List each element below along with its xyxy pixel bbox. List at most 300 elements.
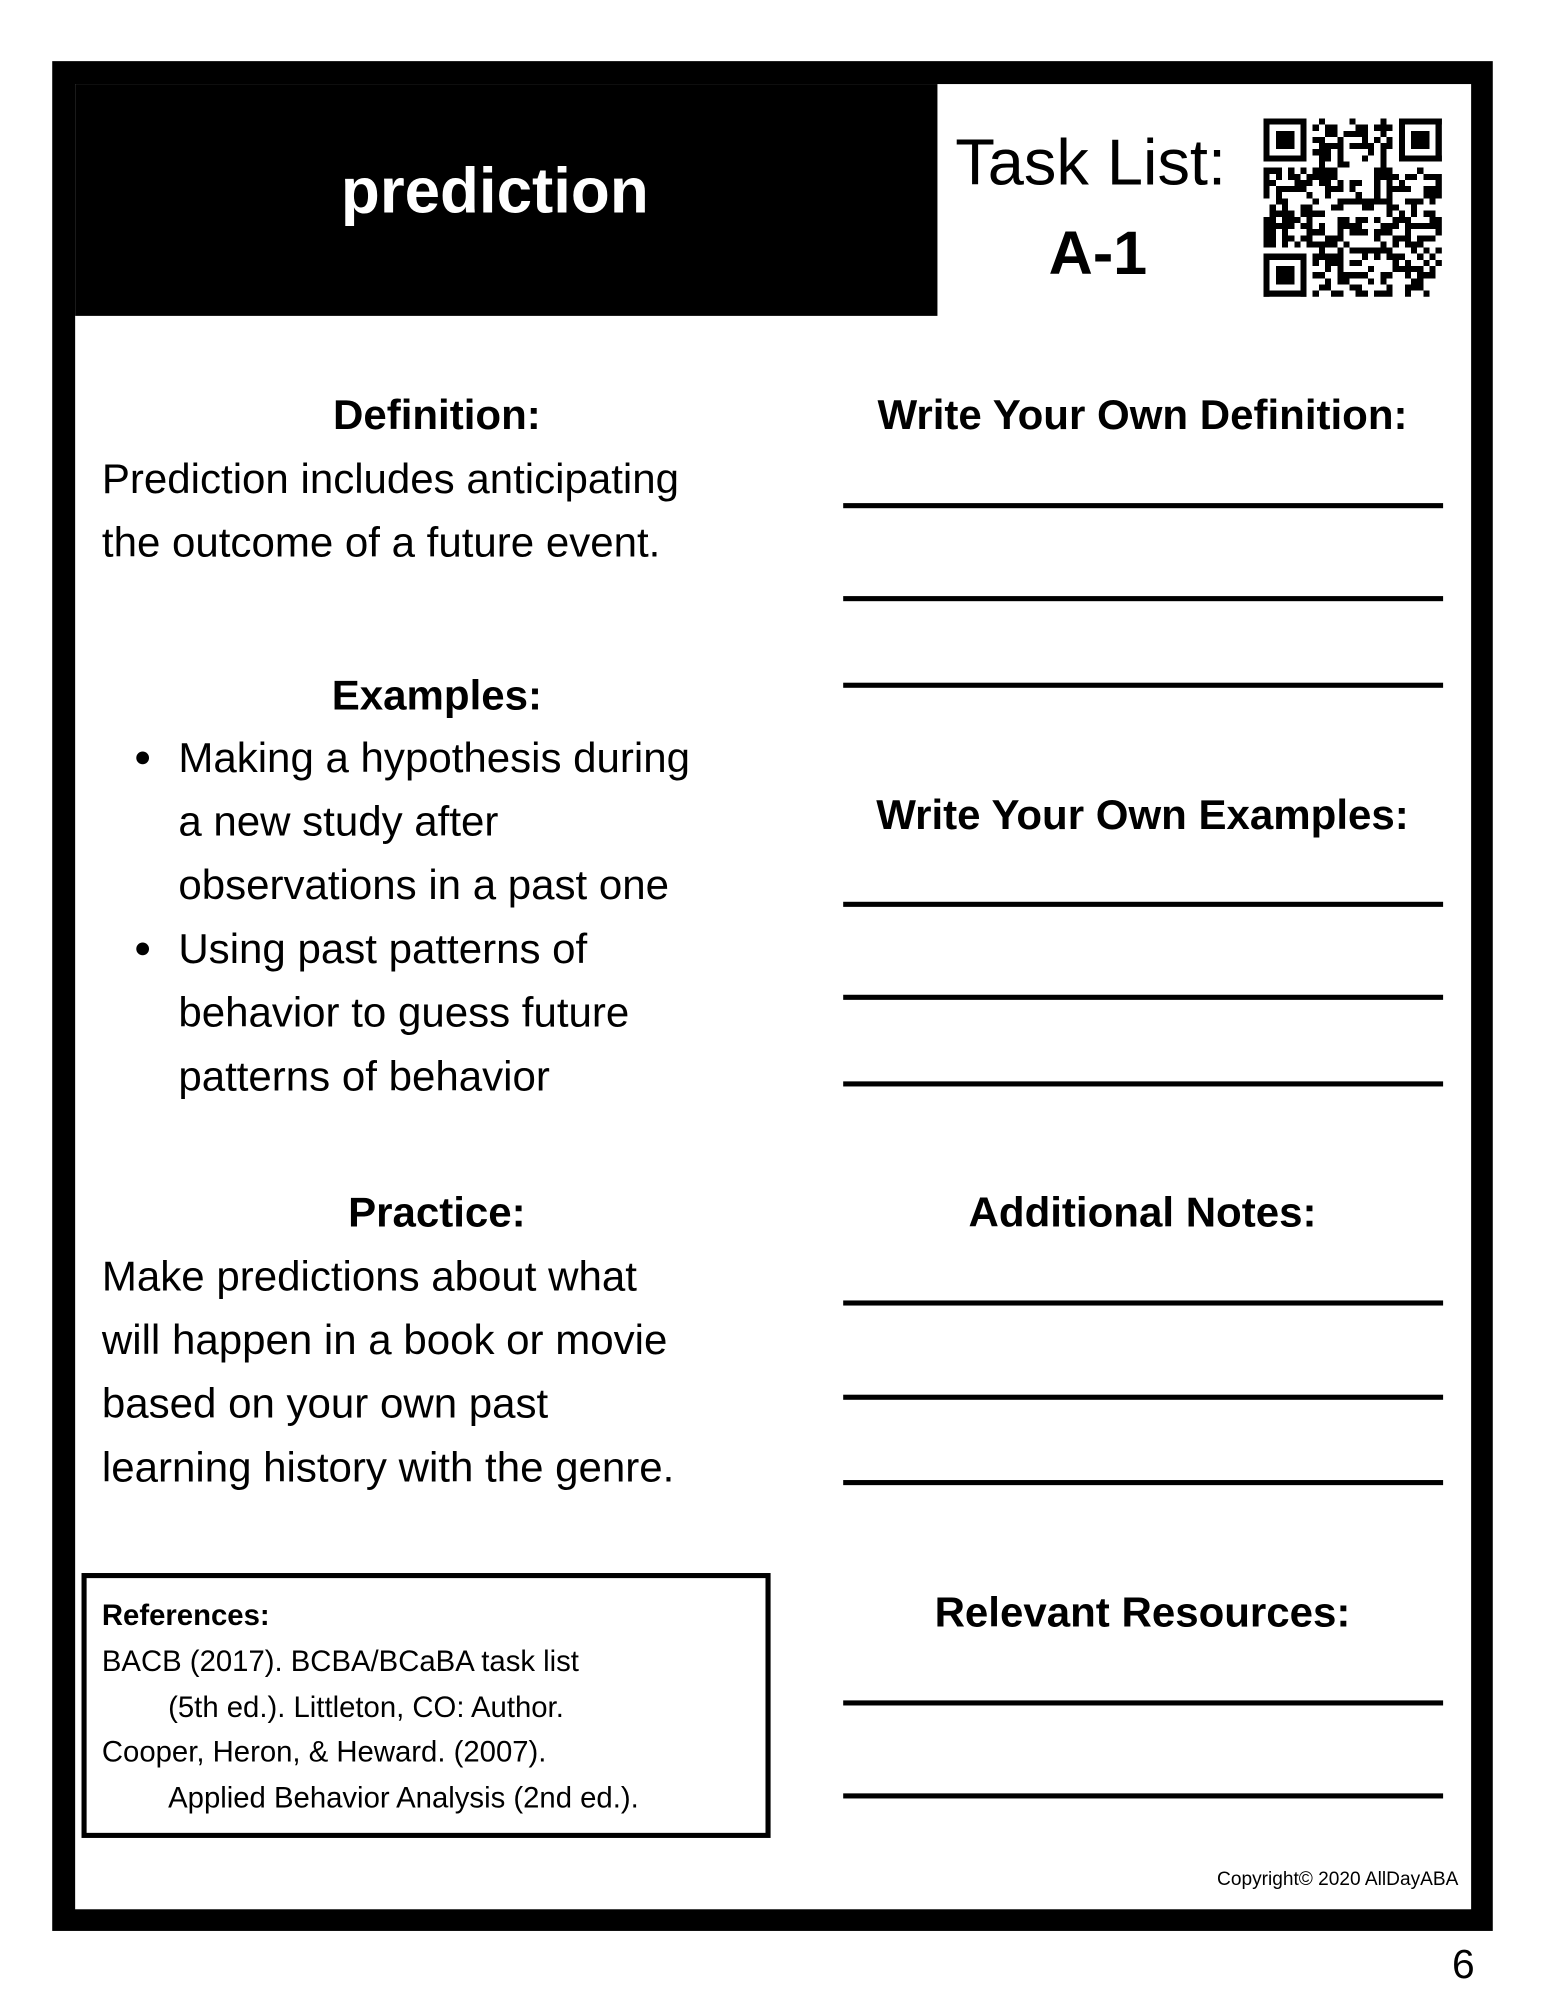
qr-module xyxy=(1288,186,1294,192)
qr-module xyxy=(1276,174,1282,180)
writing-line[interactable] xyxy=(843,503,1443,508)
qr-module xyxy=(1374,198,1380,204)
writing-line[interactable] xyxy=(843,902,1443,907)
qr-module xyxy=(1276,168,1282,174)
own-definition-heading: Write Your Own Definition: xyxy=(877,391,1408,439)
qr-module xyxy=(1399,118,1405,161)
qr-module xyxy=(1325,260,1331,266)
qr-module xyxy=(1423,235,1429,241)
definition-heading: Definition: xyxy=(332,391,541,439)
qr-module xyxy=(1411,266,1417,272)
qr-module xyxy=(1313,229,1319,235)
qr-module xyxy=(1337,180,1343,186)
qr-module xyxy=(1350,223,1356,229)
qr-module xyxy=(1405,260,1411,266)
qr-module xyxy=(1325,254,1331,260)
qr-module xyxy=(1288,223,1294,229)
qr-module xyxy=(1374,217,1380,223)
qr-module xyxy=(1276,211,1282,217)
qr-module xyxy=(1386,205,1392,211)
qr-module xyxy=(1356,223,1362,229)
qr-module xyxy=(1300,186,1306,192)
copyright: Copyright© 2020 AllDayABA xyxy=(1217,1868,1459,1891)
qr-module xyxy=(1374,254,1380,260)
qr-module xyxy=(1380,278,1386,284)
qr-module xyxy=(1319,168,1325,174)
qr-module xyxy=(1288,211,1294,217)
qr-module xyxy=(1276,192,1282,198)
qr-module xyxy=(1300,205,1306,211)
qr-module xyxy=(1417,284,1423,290)
qr-module xyxy=(1374,192,1380,198)
qr-module xyxy=(1325,284,1331,290)
qr-module xyxy=(1319,284,1325,290)
qr-module xyxy=(1430,217,1436,223)
qr-module xyxy=(1331,131,1337,137)
qr-module xyxy=(1362,198,1368,204)
qr-module xyxy=(1405,284,1411,290)
qr-module xyxy=(1343,223,1349,229)
qr-module xyxy=(1300,254,1306,297)
qr-module xyxy=(1380,168,1386,174)
qr-module xyxy=(1264,174,1270,180)
qr-module xyxy=(1331,174,1337,180)
writing-line[interactable] xyxy=(843,596,1443,601)
qr-module xyxy=(1405,291,1411,297)
qr-module xyxy=(1393,223,1399,229)
qr-module xyxy=(1300,180,1306,186)
qr-module xyxy=(1313,260,1319,266)
qr-module xyxy=(1374,137,1380,143)
qr-module xyxy=(1337,248,1343,254)
term-title: prediction xyxy=(340,155,649,227)
qr-module xyxy=(1307,235,1313,241)
qr-module xyxy=(1405,174,1411,180)
qr-module xyxy=(1307,241,1313,247)
qr-module xyxy=(1282,241,1288,247)
writing-line[interactable] xyxy=(843,1300,1443,1305)
qr-module xyxy=(1313,137,1319,143)
qr-module xyxy=(1374,168,1380,174)
qr-module xyxy=(1325,174,1331,180)
qr-module xyxy=(1380,248,1386,254)
qr-module xyxy=(1393,174,1399,180)
examples-heading: Examples: xyxy=(331,671,543,719)
qr-module xyxy=(1393,235,1399,241)
qr-module xyxy=(1337,223,1343,229)
example-item xyxy=(178,726,777,917)
qr-module xyxy=(1294,217,1300,223)
qr-module xyxy=(1362,143,1368,149)
qr-module xyxy=(1405,235,1411,241)
qr-module xyxy=(1356,217,1362,223)
qr-module xyxy=(1294,241,1300,247)
qr-module xyxy=(1319,254,1325,260)
qr-module xyxy=(1313,211,1319,217)
qr-module xyxy=(1380,229,1386,235)
qr-module xyxy=(1288,174,1294,180)
qr-module xyxy=(1399,186,1405,192)
qr-module xyxy=(1325,125,1331,131)
qr-module xyxy=(1264,223,1270,229)
qr-module xyxy=(1411,278,1417,284)
qr-module xyxy=(1399,180,1405,186)
qr-module xyxy=(1374,125,1380,131)
qr-module xyxy=(1325,149,1331,155)
qr-module xyxy=(1350,186,1356,192)
writing-line[interactable] xyxy=(843,1081,1443,1086)
qr-module xyxy=(1386,180,1392,186)
qr-module xyxy=(1350,180,1356,186)
qr-module xyxy=(1350,229,1356,235)
qr-module xyxy=(1374,180,1380,186)
qr-module xyxy=(1282,229,1288,235)
qr-module xyxy=(1300,118,1306,161)
qr-module xyxy=(1399,235,1405,241)
text-line: the outcome of a future event. xyxy=(101,518,661,566)
qr-module xyxy=(1362,205,1368,211)
qr-module xyxy=(1411,284,1417,290)
qr-module xyxy=(1319,155,1325,161)
qr-module xyxy=(1393,186,1399,192)
text-line: will happen in a book or movie xyxy=(101,1315,668,1363)
qr-module xyxy=(1380,118,1386,124)
qr-module xyxy=(1288,235,1294,241)
qr-module xyxy=(1331,291,1337,297)
qr-module xyxy=(1380,143,1386,149)
qr-module xyxy=(1282,186,1288,192)
qr-module xyxy=(1362,131,1368,137)
qr-module xyxy=(1264,168,1270,174)
qr-module xyxy=(1405,198,1411,204)
qr-module xyxy=(1325,180,1331,186)
qr-module xyxy=(1386,272,1392,278)
qr-module xyxy=(1430,211,1436,217)
qr-module xyxy=(1393,217,1399,223)
qr-module xyxy=(1362,254,1368,260)
qr-module xyxy=(1362,155,1368,161)
qr-module xyxy=(1380,131,1386,137)
qr-module xyxy=(1436,223,1442,229)
qr-module xyxy=(1294,180,1300,186)
task-list-label: Task List: xyxy=(955,126,1227,199)
qr-module xyxy=(1356,198,1362,204)
bullet-icon xyxy=(136,943,149,956)
qr-module xyxy=(1319,241,1325,247)
qr-module xyxy=(1436,186,1442,192)
qr-module xyxy=(1343,131,1349,137)
qr-module xyxy=(1313,174,1319,180)
qr-module xyxy=(1270,235,1276,241)
text-line: patterns of behavior xyxy=(178,1052,550,1100)
qr-module xyxy=(1399,211,1405,217)
qr-module xyxy=(1307,211,1313,217)
qr-module xyxy=(1350,272,1356,278)
qr-module xyxy=(1282,211,1288,217)
qr-module xyxy=(1264,155,1307,161)
text-line: a new study after xyxy=(178,797,499,845)
qr-module xyxy=(1362,125,1368,131)
reference-line: (5th ed.). Littleton, CO: Author. xyxy=(168,1690,564,1724)
qr-module xyxy=(1325,278,1331,284)
qr-module xyxy=(1386,174,1392,180)
qr-module xyxy=(1331,260,1337,266)
qr-module xyxy=(1307,192,1313,198)
qr-module xyxy=(1282,235,1288,241)
qr-module xyxy=(1331,168,1337,174)
qr-module xyxy=(1319,248,1325,254)
qr-module xyxy=(1319,118,1325,124)
bullet-icon xyxy=(136,751,149,764)
qr-module xyxy=(1337,272,1343,278)
qr-module xyxy=(1276,186,1282,192)
example-item xyxy=(178,917,777,1108)
qr-module xyxy=(1337,149,1343,155)
qr-module xyxy=(1337,217,1343,223)
qr-module xyxy=(1374,291,1380,297)
qr-module xyxy=(1325,131,1331,137)
qr-module xyxy=(1430,192,1436,198)
qr-module xyxy=(1386,125,1392,131)
qr-module xyxy=(1417,168,1423,174)
qr-module xyxy=(1264,235,1270,241)
qr-module xyxy=(1313,168,1319,174)
qr-module xyxy=(1356,229,1362,235)
qr-module xyxy=(1300,168,1306,174)
qr-module xyxy=(1423,223,1429,229)
qr-module xyxy=(1325,235,1331,241)
qr-module xyxy=(1386,223,1392,229)
qr-module xyxy=(1300,223,1306,229)
qr-module xyxy=(1417,223,1423,229)
qr-module xyxy=(1399,155,1442,161)
qr-module xyxy=(1430,198,1436,204)
qr-module xyxy=(1436,180,1442,186)
qr-module xyxy=(1356,284,1362,290)
qr-module xyxy=(1374,235,1380,241)
qr-module xyxy=(1362,272,1368,278)
qr-module xyxy=(1393,254,1399,260)
qr-module xyxy=(1368,149,1374,155)
qr-module xyxy=(1325,143,1331,149)
qr-module xyxy=(1368,266,1374,272)
qr-module xyxy=(1356,131,1362,137)
qr-module xyxy=(1264,192,1270,198)
qr-module xyxy=(1362,137,1368,143)
writing-line[interactable] xyxy=(843,1395,1443,1400)
qr-module xyxy=(1325,168,1331,174)
qr-code-icon[interactable] xyxy=(1264,118,1442,296)
qr-module xyxy=(1423,291,1429,297)
qr-module xyxy=(1430,272,1436,278)
qr-module xyxy=(1337,235,1343,241)
qr-module xyxy=(1393,241,1399,247)
reference-line: Applied Behavior Analysis (2nd ed.). xyxy=(168,1780,639,1814)
qr-module xyxy=(1430,223,1436,229)
qr-module xyxy=(1368,143,1374,149)
notes-heading: Additional Notes: xyxy=(968,1188,1317,1236)
qr-module xyxy=(1337,266,1343,272)
text-line: observations in a past one xyxy=(178,861,670,909)
qr-module xyxy=(1270,223,1276,229)
references-box xyxy=(82,1573,771,1838)
qr-module xyxy=(1411,223,1417,229)
qr-module xyxy=(1411,248,1417,254)
qr-module xyxy=(1374,229,1380,235)
qr-module xyxy=(1423,186,1429,192)
qr-module xyxy=(1313,272,1319,278)
qr-module xyxy=(1319,211,1325,217)
practice-text xyxy=(102,1244,790,1499)
qr-module xyxy=(1380,198,1386,204)
qr-module xyxy=(1307,229,1313,235)
writing-line[interactable] xyxy=(843,1480,1443,1485)
qr-module xyxy=(1399,266,1405,272)
qr-module xyxy=(1337,260,1343,266)
qr-module xyxy=(1300,211,1306,217)
qr-module xyxy=(1423,192,1429,198)
qr-module xyxy=(1331,125,1337,131)
qr-module xyxy=(1325,192,1331,198)
qr-module xyxy=(1362,217,1368,223)
qr-module xyxy=(1343,198,1349,204)
qr-module xyxy=(1405,266,1411,272)
qr-module xyxy=(1436,248,1442,254)
qr-module xyxy=(1331,186,1337,192)
qr-module xyxy=(1343,278,1349,284)
qr-module xyxy=(1270,217,1276,223)
qr-module xyxy=(1405,223,1411,229)
qr-module xyxy=(1264,186,1270,192)
qr-module xyxy=(1374,186,1380,192)
text-line: Making a hypothesis during xyxy=(178,733,691,781)
qr-module xyxy=(1350,284,1356,290)
qr-module xyxy=(1430,235,1436,241)
qr-module xyxy=(1405,229,1411,235)
text-line: based on your own past xyxy=(101,1379,549,1427)
qr-module xyxy=(1337,254,1343,260)
qr-module xyxy=(1331,143,1337,149)
qr-module xyxy=(1319,223,1325,229)
qr-module xyxy=(1368,205,1374,211)
writing-line[interactable] xyxy=(843,683,1443,688)
qr-module xyxy=(1417,235,1423,241)
qr-module xyxy=(1423,174,1429,180)
writing-line[interactable] xyxy=(843,995,1443,1000)
qr-module xyxy=(1368,198,1374,204)
qr-module xyxy=(1343,241,1349,247)
qr-module xyxy=(1350,131,1356,137)
qr-module xyxy=(1356,291,1362,297)
qr-module xyxy=(1374,174,1380,180)
qr-module xyxy=(1386,284,1392,290)
qr-module xyxy=(1337,186,1343,192)
qr-module xyxy=(1270,211,1276,217)
reference-line: BACB (2017). BCBA/BCaBA task list xyxy=(101,1644,579,1678)
qr-module xyxy=(1313,254,1319,260)
qr-module xyxy=(1325,266,1331,272)
qr-module xyxy=(1264,241,1270,247)
qr-module xyxy=(1282,217,1288,223)
qr-module xyxy=(1393,260,1399,266)
qr-module xyxy=(1386,192,1392,198)
qr-module xyxy=(1417,272,1423,278)
qr-module xyxy=(1430,186,1436,192)
qr-module xyxy=(1319,161,1325,167)
qr-module xyxy=(1331,205,1337,211)
qr-module xyxy=(1264,118,1270,161)
qr-module xyxy=(1264,254,1307,260)
reference-line: Cooper, Heron, & Heward. (2007). xyxy=(101,1734,547,1768)
qr-module xyxy=(1386,291,1392,297)
qr-module xyxy=(1337,155,1343,161)
qr-module xyxy=(1423,211,1429,217)
qr-module xyxy=(1436,217,1442,223)
qr-module xyxy=(1405,217,1411,223)
qr-module xyxy=(1380,155,1386,161)
qr-module xyxy=(1313,149,1319,155)
qr-module xyxy=(1325,241,1331,247)
qr-module xyxy=(1294,186,1300,192)
writing-line[interactable] xyxy=(843,1700,1443,1705)
qr-module xyxy=(1411,198,1417,204)
qr-module xyxy=(1270,241,1276,247)
qr-module xyxy=(1362,291,1368,297)
qr-module xyxy=(1319,174,1325,180)
qr-module xyxy=(1423,260,1429,266)
qr-module xyxy=(1325,155,1331,161)
qr-module xyxy=(1380,223,1386,229)
qr-module xyxy=(1380,125,1386,131)
task-code: A-1 xyxy=(1048,220,1148,288)
qr-module xyxy=(1300,235,1306,241)
qr-module xyxy=(1356,272,1362,278)
text-line: Using past patterns of xyxy=(178,924,588,972)
qr-module xyxy=(1436,192,1442,198)
qr-module xyxy=(1386,254,1392,260)
qr-module xyxy=(1356,143,1362,149)
qr-module xyxy=(1430,254,1436,260)
qr-module xyxy=(1405,241,1411,247)
qr-module xyxy=(1350,248,1356,254)
qr-module xyxy=(1337,143,1343,149)
qr-module xyxy=(1337,198,1343,204)
definition-text xyxy=(102,447,790,574)
qr-module xyxy=(1307,223,1313,229)
qr-module xyxy=(1343,161,1349,167)
qr-module xyxy=(1380,272,1386,278)
references-heading: References: xyxy=(101,1598,270,1632)
qr-module xyxy=(1319,272,1325,278)
qr-module xyxy=(1350,143,1356,149)
qr-module xyxy=(1356,180,1362,186)
qr-module xyxy=(1276,198,1282,204)
own-examples-heading: Write Your Own Examples: xyxy=(876,790,1409,839)
qr-module xyxy=(1411,241,1417,247)
qr-module xyxy=(1368,278,1374,284)
qr-module xyxy=(1337,278,1343,284)
qr-module xyxy=(1417,241,1423,247)
writing-line[interactable] xyxy=(843,1793,1443,1798)
qr-module xyxy=(1356,248,1362,254)
qr-module xyxy=(1282,205,1288,211)
qr-module xyxy=(1368,248,1374,254)
qr-module xyxy=(1270,180,1276,186)
qr-module xyxy=(1436,260,1442,266)
qr-module xyxy=(1350,260,1356,266)
qr-module xyxy=(1386,137,1392,143)
qr-module xyxy=(1313,198,1319,204)
